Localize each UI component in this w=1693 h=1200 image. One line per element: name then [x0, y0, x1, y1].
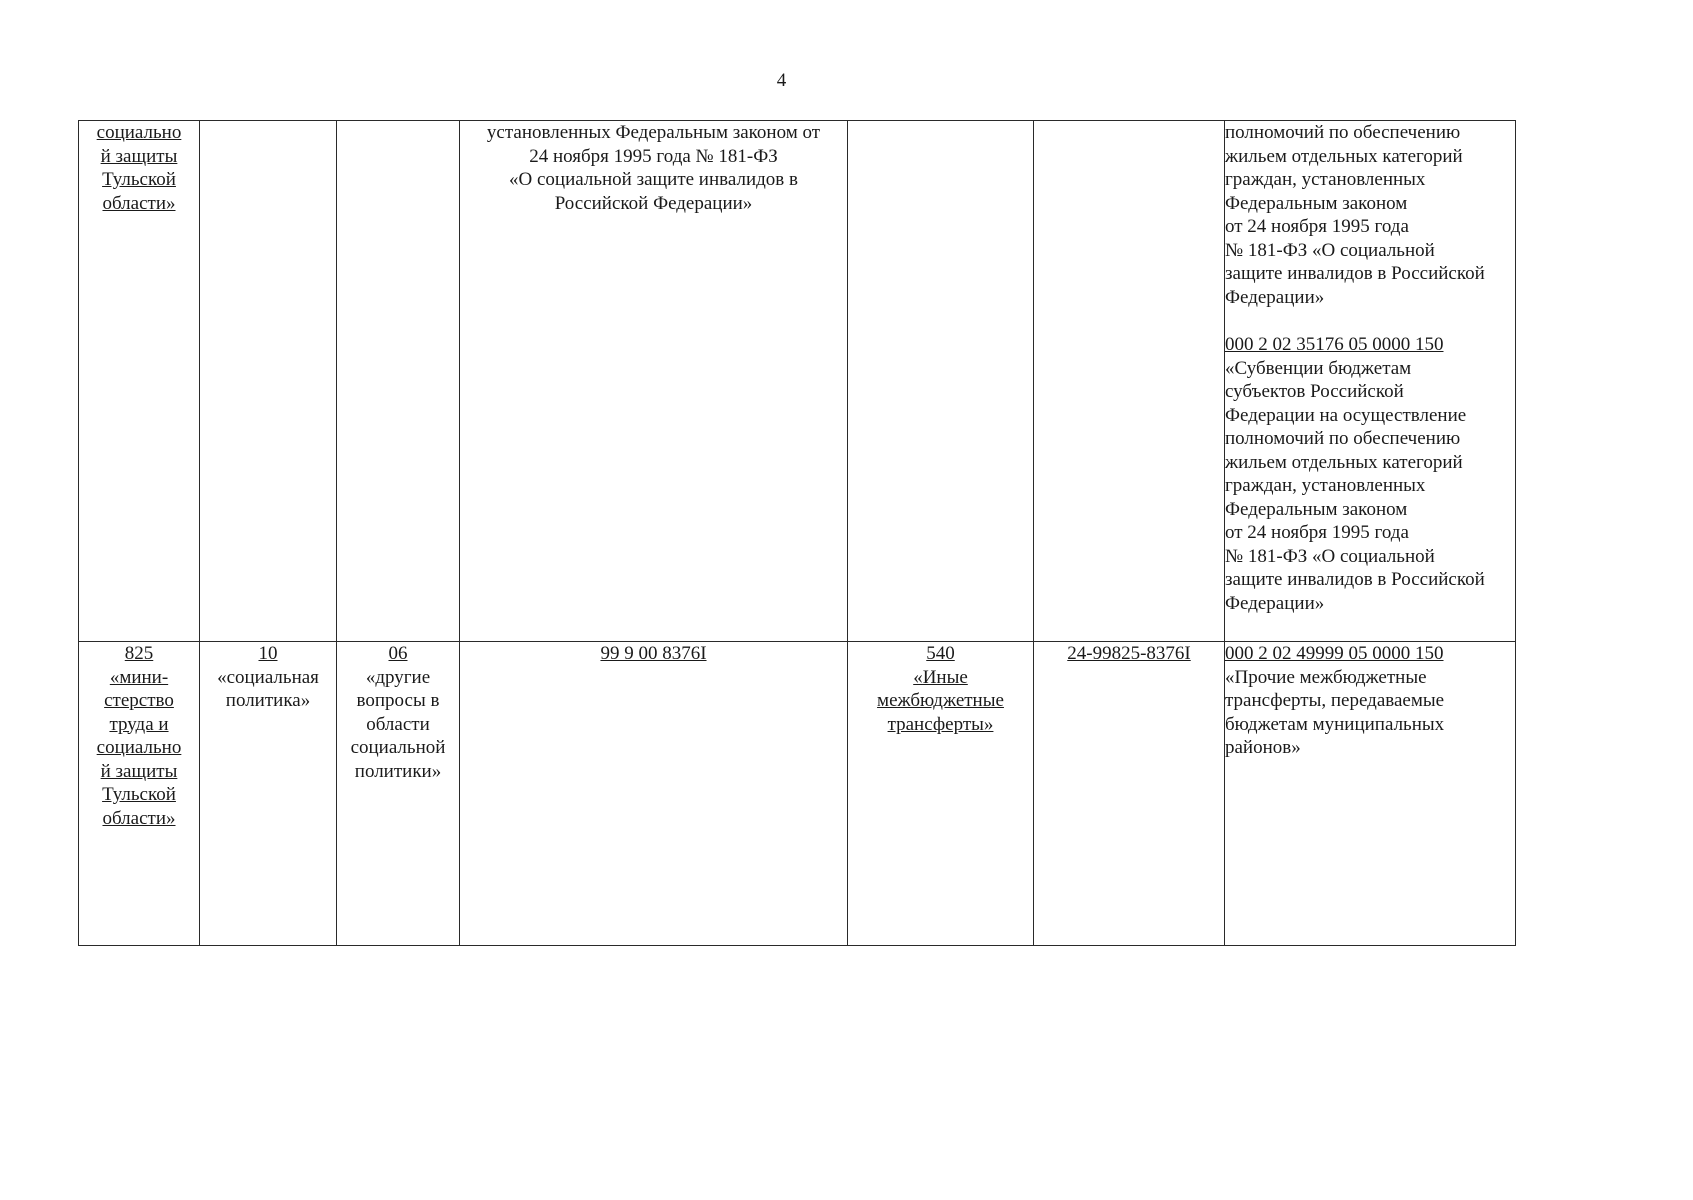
revenue-description-line: районов» — [1225, 737, 1301, 758]
revenue-description-line: бюджетам муниципальных — [1225, 713, 1445, 735]
ministry-cell — [79, 121, 200, 642]
target-article-line: 24 ноября 1995 года № 181-ФЗ — [529, 145, 778, 167]
revenue-description-line: «Субвенции бюджетам — [1225, 357, 1412, 379]
revenue-description-line: граждан, установленных — [1225, 169, 1426, 190]
expense-type-name-line: межбюджетные — [877, 690, 1004, 711]
revenue-description-line: защите инвалидов в Российской — [1225, 569, 1485, 590]
ministry-name-line: области» — [102, 807, 176, 829]
result-code-cell — [1034, 642, 1225, 946]
revenue-description-line: Федеральным законом — [1225, 498, 1408, 520]
expense-type-code: 540 — [926, 643, 955, 664]
ministry-name-line: стерство — [104, 690, 174, 711]
expense-type-name-line: трансферты» — [887, 713, 994, 735]
ministry-name-line: труда и — [109, 713, 169, 735]
revenue-code-cell — [1225, 642, 1516, 946]
ministry-code: 825 — [124, 643, 154, 664]
ministry-name-line: й защиты — [100, 145, 178, 167]
target-article-code: 99 9 00 8376I — [600, 643, 707, 664]
target-article-line: установленных Федеральным законом от — [486, 122, 821, 143]
expense-type-name-line: «Иные — [913, 666, 968, 688]
expense-type-cell — [848, 642, 1034, 946]
revenue-description-line: жильем отдельных категорий — [1225, 451, 1463, 473]
subsection-name-line: вопросы в — [356, 690, 440, 711]
table-row — [79, 642, 1516, 946]
revenue-description-line: от 24 ноября 1995 года — [1225, 522, 1409, 543]
ministry-cell — [79, 642, 200, 946]
result-code: 24-99825-8376I — [1067, 643, 1191, 664]
revenue-description-line: № 181-ФЗ «О социальной — [1225, 239, 1435, 261]
revenue-code: 000 2 02 49999 05 0000 150 — [1225, 643, 1444, 664]
revenue-code-cell — [1225, 121, 1516, 642]
revenue-description-line: полномочий по обеспечению — [1225, 428, 1461, 449]
revenue-description-line: № 181-ФЗ «О социальной — [1225, 545, 1435, 567]
revenue-description-line: от 24 ноября 1995 года — [1225, 216, 1409, 237]
revenue-description-line: Федерации» — [1225, 286, 1325, 308]
table-row — [79, 121, 1516, 642]
revenue-description-line: Федерации» — [1225, 592, 1325, 614]
page-number: 4 — [776, 70, 787, 91]
revenue-description-line: субъектов Российской — [1225, 381, 1404, 402]
ministry-name-line: социально — [96, 122, 182, 143]
revenue-code: 000 2 02 35176 05 0000 150 — [1225, 334, 1444, 355]
section-code: 10 — [258, 643, 278, 664]
spacer — [1225, 309, 1515, 333]
target-article-line: Российской Федерации» — [554, 192, 753, 214]
subsection-cell — [337, 642, 460, 946]
target-article-cell — [460, 121, 848, 642]
subsection-code: 06 — [388, 643, 408, 664]
revenue-description-line: Федерации на осуществление — [1225, 404, 1467, 426]
section-name-line: «социальная — [217, 666, 319, 688]
target-article-line: «О социальной защите инвалидов в — [509, 169, 798, 190]
ministry-name-line: Тульской — [102, 784, 176, 805]
ministry-name-line: Тульской — [102, 169, 176, 190]
subsection-name-line: области — [366, 713, 430, 735]
revenue-description-line: трансферты, передаваемые — [1225, 690, 1445, 711]
section-name-line: политика» — [225, 690, 311, 711]
ministry-name-line: «мини- — [109, 666, 169, 688]
ministry-name-line: социально — [96, 737, 182, 758]
expense-type-cell — [848, 121, 1034, 642]
subsection-cell — [337, 121, 460, 642]
subsection-name-line: «другие — [365, 666, 431, 688]
revenue-description-line: полномочий по обеспечению — [1225, 122, 1461, 143]
subsection-name-line: социальной — [350, 737, 446, 758]
ministry-name-line: й защиты — [100, 760, 178, 782]
result-code-cell — [1034, 121, 1225, 642]
budget-classification-table — [78, 120, 1516, 946]
revenue-description-line: защите инвалидов в Российской — [1225, 263, 1485, 284]
revenue-description-line: «Прочие межбюджетные — [1225, 666, 1427, 688]
revenue-description-line: Федеральным законом — [1225, 192, 1408, 214]
section-cell — [200, 642, 337, 946]
ministry-name-line: области» — [102, 192, 176, 214]
target-article-cell — [460, 642, 848, 946]
revenue-description-line: граждан, установленных — [1225, 475, 1426, 496]
revenue-description-line: жильем отдельных категорий — [1225, 145, 1463, 167]
section-cell — [200, 121, 337, 642]
subsection-name-line: политики» — [354, 760, 442, 782]
